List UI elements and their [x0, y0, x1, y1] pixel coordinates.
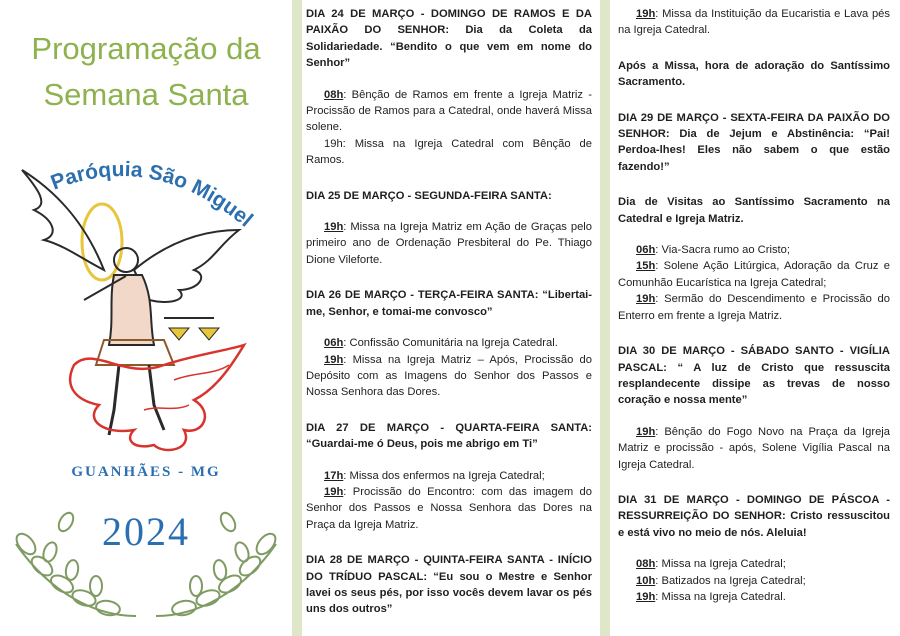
scale-pan-left — [169, 328, 189, 340]
item-text: Via-Sacra rumo ao Cristo; — [658, 244, 790, 257]
item-text: Missa na Igreja Matriz em Ação de Graças pelo primeiro ano de Ordenação Presbiteral do Pe. Thiago Dione Vileforte. — [306, 221, 592, 266]
page-title — [0, 26, 292, 118]
day-28-note: Após a Missa, hora de adoração do Santíssimo Sacramento. — [618, 59, 890, 89]
time-label: 08h — [636, 558, 656, 571]
head-shape — [114, 248, 138, 272]
item-text: Sermão do Descendimento e Procissão do Enterro em frente a Igreja Matriz. — [618, 293, 890, 322]
item-text: Procissão do Encontro: com das imagem do Senhor dos Passos e Nossa Senhora das Dores na Praça da Igreja Matriz. — [306, 485, 592, 531]
body-shape — [109, 275, 154, 345]
day-25-item-1: 19h: Missa na Igreja Matriz em Ação de Graças pelo primeiro ano de Ordenação Presbiteral do Pe. Thiago Dione Vileforte. — [306, 221, 592, 266]
schedule-column-2 — [618, 0, 890, 636]
time-label: 17h — [324, 469, 344, 482]
item-text: Solene Ação Litúrgica, Adoração da Cruz e Comunhão Eucarística na Igreja Catedral; — [618, 260, 890, 289]
dragon-detail-2 — [144, 405, 189, 410]
dragon-shape — [70, 345, 244, 450]
column-divider-2 — [600, 0, 610, 636]
item-text: 19h: Missa na Igreja Catedral com Bênção de Ramos. — [306, 137, 592, 167]
item-text: Missa dos enfermos na Igreja Catedral; — [346, 469, 545, 482]
time-label: 15h — [636, 260, 656, 273]
time-label: 19h — [324, 485, 344, 498]
day-29-note: Dia de Visitas ao Santíssimo Sacramento na Catedral e Igreja Matriz. — [618, 196, 890, 225]
parish-name-arc — [48, 158, 257, 232]
day-31-item-1: 08h: Missa na Igreja Catedral; — [636, 558, 786, 571]
item-text: Missa da Instituição da Eucaristia e Lava pés na Igreja Catedral. — [618, 8, 890, 37]
left-panel — [0, 0, 292, 636]
day-31-item-2: 10h: Batizados na Igreja Catedral; — [636, 574, 806, 587]
day-31-item-3: 19h: Missa na Igreja Catedral. — [636, 590, 786, 603]
day-28-item-1: 19h: Missa da Instituição da Eucaristia e Lava pés na Igreja Catedral. — [618, 8, 890, 37]
day-27-item-2: 19h: Procissão do Encontro: com das imagem do Senhor dos Passos e Nossa Senhora das Dores na Praça da Igreja Matriz. — [306, 485, 592, 531]
saint-michael-emblem — [14, 150, 284, 470]
day-27-item-1: 17h: Missa dos enfermos na Igreja Catedral; — [324, 469, 545, 482]
day-29-item-2: 15h: Solene Ação Litúrgica, Adoração da Cruz e Comunhão Eucarística na Igreja Catedral; — [618, 260, 890, 289]
time-label: 06h — [636, 244, 656, 257]
day-29-item-3: 19h: Sermão do Descendimento e Procissão do Enterro em frente a Igreja Matriz. — [618, 293, 890, 322]
day-26-heading: DIA 26 DE MARÇO - TERÇA-FEIRA SANTA: “Libertai-me, Senhor, e tomai-me convosco” — [306, 289, 592, 318]
scale-pan-right — [199, 328, 219, 340]
day-27-heading: DIA 27 DE MARÇO - QUARTA-FEIRA SANTA: “Guardai-me ó Deus, pois me abrigo em Ti” — [306, 421, 592, 451]
schedule-column-1 — [306, 0, 592, 636]
day-26-item-2: 19h: Missa na Igreja Matriz – Após, Procissão do Depósito com as Imagens do Senhor dos Passos e Nossa Senhora das Dores. — [306, 353, 592, 399]
item-text: Missa na Igreja Catedral; — [658, 558, 786, 571]
parish-name: Paróquia São Miguel — [47, 157, 258, 232]
time-label: 08h — [324, 88, 344, 101]
day-30-item-1: 19h: Bênção do Fogo Novo na Praça da Igreja Matriz e procissão - após, Solene Vigília Pascal na Igreja Catedral. — [618, 425, 890, 471]
time-label: 06h — [324, 337, 344, 350]
left-leg-shape — [109, 365, 119, 435]
day-29-item-1: 06h: Via-Sacra rumo ao Cristo; — [636, 244, 790, 257]
day-28-heading: DIA 28 DE MARÇO - QUINTA-FEIRA SANTA - INÍCIO DO TRÍDUO PASCAL: “Eu sou o Mestre e Senhor lavei os seus pés, por isso vocês devem lavar os pés uns dos outros” — [306, 554, 592, 616]
day-30-heading: DIA 30 DE MARÇO - SÁBADO SANTO - VIGÍLIA PASCAL: “ A luz de Cristo que ressuscita resplandecente dissipe as trevas de nosso coração e nossa mente” — [618, 345, 890, 407]
item-text: Missa na Igreja Catedral. — [658, 590, 786, 603]
item-text: Missa na Igreja Matriz – Após, Procissão do Depósito com as Imagens do Senhor dos Passos e Nossa Senhora das Dores. — [306, 353, 592, 399]
day-26-item-1: 06h: Confissão Comunitária na Igreja Catedral. — [324, 337, 558, 350]
time-label: 19h — [324, 221, 344, 234]
day-24-heading: DIA 24 DE MARÇO - DOMINGO DE RAMOS E DA PAIXÃO DO SENHOR: Dia da Coleta da Solidariedade. “Bendito o que vem em nome do Senhor” — [306, 8, 592, 70]
day-25-heading: DIA 25 DE MARÇO - SEGUNDA-FEIRA SANTA: — [306, 189, 552, 202]
time-label: 19h — [636, 425, 656, 438]
right-leg-shape — [149, 365, 164, 430]
right-wing-shape — [134, 230, 239, 302]
day-29-heading: DIA 29 DE MARÇO - SEXTA-FEIRA DA PAIXÃO DO SENHOR: Dia de Jejum e Abstinência: “Pai! Perdoa-lhes! Eles não sabem o que estão fazendo!” — [618, 111, 890, 173]
item-text: Bênção do Fogo Novo na Praça da Igreja Matriz e procissão - após, Solene Vigília Pascal na Igreja Catedral. — [618, 425, 890, 471]
time-label: 10h — [636, 574, 656, 587]
title-line-2: Semana Santa — [43, 77, 249, 112]
year-label: 2024 — [102, 509, 190, 554]
time-label: 19h — [324, 353, 344, 366]
city-label: GUANHÃES - MG — [71, 464, 221, 480]
title-line-1: Programação da — [31, 31, 261, 66]
item-text: Confissão Comunitária na Igreja Catedral. — [346, 337, 558, 350]
time-label: 19h — [636, 8, 656, 20]
day-24-item-2 — [306, 136, 592, 169]
item-text: Bênção de Ramos em frente a Igreja Matriz - Procissão de Ramos para a Catedral, onde haverá Missa solene. — [306, 88, 592, 134]
column-divider-1 — [292, 0, 302, 636]
day-24-item-1: 08h: Bênção de Ramos em frente a Igreja Matriz - Procissão de Ramos para a Catedral, onde haverá Missa solene. — [306, 88, 592, 134]
time-label: 19h — [636, 293, 656, 306]
day-31-heading: DIA 31 DE MARÇO - DOMINGO DE PÁSCOA - RESSURREIÇÃO DO SENHOR: Cristo ressuscitou e está vivo no meio de nós. Aleluia! — [618, 493, 890, 539]
time-label: 19h — [636, 590, 656, 603]
item-text: Batizados na Igreja Catedral; — [658, 574, 806, 587]
